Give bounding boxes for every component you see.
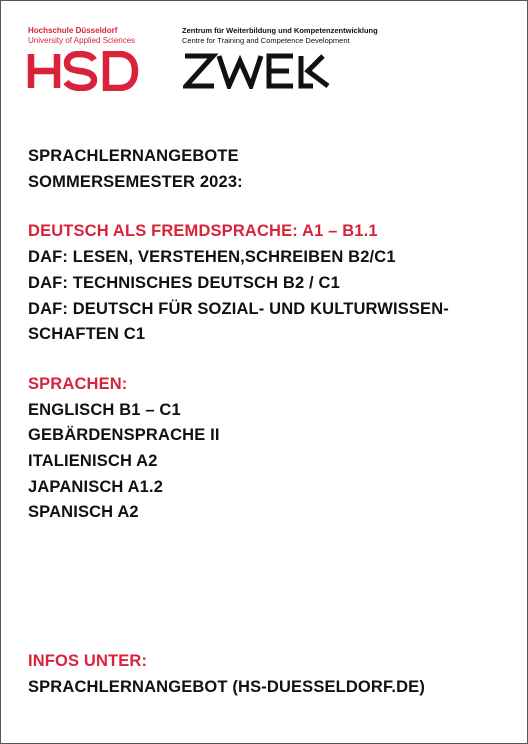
- daf-item: DAF: LESEN, VERSTEHEN,SCHREIBEN B2/C1: [28, 248, 396, 267]
- language-item: GEBÄRDENSPRACHE II: [28, 426, 220, 445]
- language-item: ITALIENISCH A2: [28, 452, 158, 471]
- daf-item: DAF: DEUTSCH FÜR SOZIAL- UND KULTURWISSEN-: [28, 299, 449, 318]
- language-item: SPANISCH A2: [28, 503, 139, 522]
- zwek-name: Zentrum für Weiterbildung und Kompetenzentwicklung: [182, 26, 378, 35]
- info-heading: INFOS UNTER:: [28, 652, 148, 670]
- hsd-institution-text: [28, 26, 135, 45]
- daf-item: SCHAFTEN C1: [28, 325, 146, 344]
- offer-list: [28, 144, 449, 526]
- info-link[interactable]: SPRACHLERNANGEBOT (HS-DUESSELDORF.DE): [28, 677, 425, 696]
- zwek-subtitle: Centre for Training and Competence Development: [182, 35, 350, 45]
- language-item: JAPANISCH A1.2: [28, 477, 164, 496]
- zwek-institution-text: [182, 26, 378, 45]
- language-item: ENGLISCH B1 – C1: [28, 400, 181, 419]
- hsd-name: Hochschule Düsseldorf: [28, 26, 118, 35]
- intro-line-1: SPRACHLERNANGEBOTE: [28, 147, 239, 165]
- daf-item: DAF: TECHNISCHES DEUTSCH B2 / C1: [28, 273, 340, 292]
- languages-heading: SPRACHEN:: [28, 374, 128, 393]
- daf-heading: DEUTSCH ALS FREMDSPRACHE: A1 – B1.1: [28, 222, 378, 241]
- intro-line-2: SOMMERSEMESTER 2023:: [28, 172, 243, 191]
- info-section: [28, 649, 425, 700]
- hsd-subtitle: University of Applied Sciences: [28, 35, 136, 45]
- hsd-logo: [27, 51, 139, 91]
- zwek-logo: [183, 53, 351, 89]
